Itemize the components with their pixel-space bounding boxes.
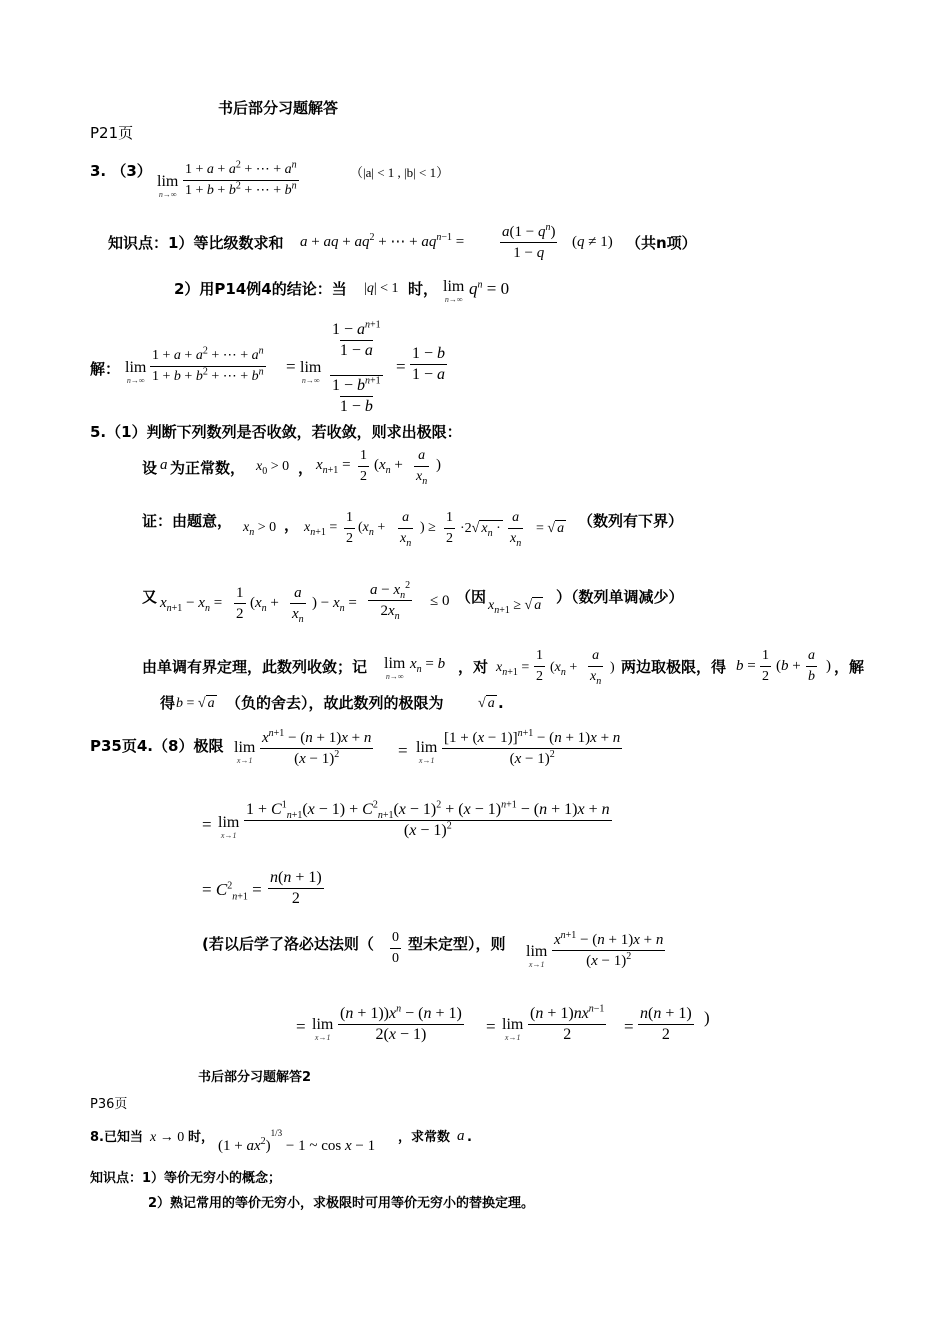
n-n1-over-2: $\frac{n(n + 1)}{2}$ — [270, 869, 322, 907]
xn-positive: $x_n > 0$ — [243, 520, 277, 538]
q8-knowledge2: 2）熟记常用的等价无穷小，求极限时可用等价无穷小的替换定理。 — [148, 1196, 535, 1211]
q5-title: 5.（1）判断下列数列是否收敛，若收敛，则求出极限： — [90, 423, 462, 441]
a-over-xn: $\frac{a}{x_n}$ — [510, 510, 522, 549]
proof-label: 证：由题意， — [142, 512, 233, 530]
difference-lhs: $x_{n+1} - x_n$ = — [160, 595, 223, 614]
conclusion1a: 由单调有界定理，此数列收敛；记 — [142, 658, 368, 676]
page-title: 书后部分习题解答 — [218, 99, 339, 117]
proof-ge: ) ≥ — [420, 520, 436, 535]
equals: = — [202, 815, 212, 834]
q3-point2-prefix: 2）用P14例4的结论：当 — [174, 280, 347, 298]
le-zero: ≤ 0 — [430, 593, 450, 609]
lower-bound-note: （数列有下界） — [578, 512, 684, 530]
half-fraction: $\frac{1}{2}$ — [444, 508, 455, 549]
lim-operator: lim x→1 — [502, 1016, 524, 1042]
recurrence-lhs: $x_{n+1}$ = — [316, 457, 351, 476]
q3-fraction: $\frac{1 + a + a^2 + \cdots + a^n}{1 + b + b^2 + \cdots + b^n}$ — [183, 160, 299, 201]
because-label: （因 — [456, 588, 487, 606]
paren-close: ) — [826, 658, 831, 674]
x-to-zero: x → 0 — [150, 1130, 185, 1145]
sqrt-a: = √ a — [536, 521, 565, 536]
var-a: a — [160, 457, 168, 473]
lhopital-a: (若以后学了洛必达法则（ — [202, 935, 374, 953]
q3-knowledge-label: 知识点：1）等比级数求和 — [108, 234, 284, 252]
paren-close: ) — [704, 1008, 710, 1027]
x0-positive: $x_0 > 0$ — [256, 459, 290, 477]
q5-setup-c: ， — [298, 459, 314, 477]
section-title-2: 书后部分习题解答2 — [198, 1070, 312, 1085]
q3-point2-mid: 时， — [408, 280, 439, 298]
var-a: a — [457, 1128, 465, 1144]
proof-paren: ($x_n$ + — [358, 520, 386, 538]
q5-setup-b: 为正常数， — [170, 459, 246, 477]
q8-knowledge1: 知识点：1）等价无穷小的概念； — [90, 1171, 282, 1186]
q8-end: . — [467, 1130, 472, 1145]
also-label: 又 — [142, 588, 158, 606]
geometric-sum: a + aq + $aq^2$ + ⋯ + $aq^{n-1}$ = — [300, 232, 465, 250]
equals: = — [486, 1017, 496, 1036]
page-ref-p21: P21页 — [90, 124, 134, 142]
lim-operator: lim x→1 — [416, 739, 438, 765]
difference-mid: ($x_n$ + — [250, 595, 279, 614]
b-sqrt-a: b = √ a — [176, 696, 215, 711]
half-fraction: $\frac{1}{2}$ — [760, 646, 771, 687]
p35-label: P35页4.（8）极限 — [90, 737, 224, 755]
equals: = — [296, 1017, 306, 1036]
a-over-xn: $\frac{a}{x_n}$ — [590, 648, 602, 687]
limit-sqrt-a: √ a — [478, 696, 495, 711]
q3-condition: （|a| < 1 , |b| < 1） — [350, 165, 450, 180]
zero-over-zero: $\frac{0}{0}$ — [390, 928, 401, 969]
xn-ge-sqrt-a: $x_{n+1}$ ≥ √ a — [488, 598, 542, 616]
equals: = — [624, 1017, 634, 1036]
recurrence-rhs: ($x_n$ + — [374, 457, 403, 476]
limit-b: $x_n = b$ — [410, 656, 446, 675]
half-fraction: $\frac{1}{2}$ — [534, 646, 545, 687]
p35-fraction: $\frac{x^{n+1} - (n + 1)x + n}{(x - 1)^2}$ — [262, 728, 372, 767]
lim-operator: lim x→1 — [234, 739, 256, 765]
difference-fraction: $\frac{a - x_n^2}{2x_n}$ — [370, 580, 411, 622]
half-fraction: $\frac{1}{2}$ — [344, 508, 355, 549]
equals: = — [396, 357, 406, 376]
equals: = — [398, 741, 408, 760]
lim-operator: lim x→1 — [312, 1016, 334, 1042]
paren-close: ) — [436, 457, 441, 473]
q5-setup-a: 设 — [142, 459, 158, 477]
solution-label: 解： — [90, 360, 121, 378]
a-over-xn: $\frac{a}{x_n}$ — [292, 585, 304, 625]
lim-operator: lim x→1 — [526, 943, 548, 969]
binomial-expansion: $\frac{1 + C^1_{n+1}(x - 1) + C^2_{n+1}(x - 1)^2 + (x - 1)^{n+1} - (n + 1)x + n}{(x - 1)^2}$ — [246, 799, 610, 839]
compound-fraction: $1 - a^{n+1}$ 1 − a $1 - b^{n+1}$ 1 − b — [330, 320, 383, 431]
n-n1-over-2: $\frac{n(n + 1)}{2}$ — [640, 1005, 692, 1043]
half-fraction: $\frac{1}{2}$ — [236, 585, 244, 622]
lim-operator: lim n→∞ — [384, 655, 406, 681]
solution-fraction: $\frac{1 + a + a^2 + \cdots + a^n}{1 + b + b^2 + \cdots + b^n}$ — [150, 346, 266, 387]
conclusion2c: . — [498, 694, 504, 712]
lhopital-b: 型未定型），则 — [408, 935, 506, 953]
amgm-sqrt: ·2√ $x_n$ · — [460, 521, 501, 539]
lim-operator: lim x→1 — [218, 814, 240, 840]
equivalence-expression: $(1 + ax^2)^{1/3} - 1$ ~ cos x − 1 — [218, 1128, 376, 1154]
lim-operator: lim n→∞ — [157, 173, 179, 199]
a-over-xn: $\frac{a}{x_n}$ — [400, 510, 412, 549]
q3-label: 3. （3） — [90, 162, 152, 180]
conclusion1b: ，对 — [458, 658, 489, 676]
lim-operator: lim n→∞ — [125, 359, 147, 385]
page-ref-p36: P36页 — [90, 1097, 128, 1112]
a-over-xn: $\frac{a}{x_n}$ — [416, 448, 428, 487]
q-condition: (q ≠ 1) — [572, 234, 613, 250]
lhopital-fraction: $\frac{x^{n+1} - (n + 1)x + n}{(x - 1)^2}$ — [554, 930, 664, 969]
proof-comma: ， — [284, 516, 300, 534]
a-over-b: $\frac{a}{b}$ — [806, 646, 817, 687]
derivative1: $\frac{(n + 1))x^n - (n + 1)}{2(x - 1)}$ — [340, 1003, 462, 1043]
b-equation: b = — [736, 658, 756, 674]
conclusion2b: （负的舍去），故此数列的极限为 — [226, 694, 444, 712]
recurrence-lhs: $x_{n+1}$ = — [496, 660, 530, 678]
lim-operator: lim n→∞ — [300, 359, 322, 385]
p35-rewrite: $\frac{[1 + (x - 1)]^{n+1} - (n + 1)x + n}{(x - 1)^2}$ — [444, 728, 621, 767]
derivative2: $(n + 1)nx^{n-1}$ 2 — [530, 1003, 605, 1043]
lim-operator: lim n→∞ — [443, 278, 465, 304]
geometric-sum-fraction: $\frac{a(1 - q^n)}{1 - q}$ — [502, 222, 556, 261]
b-equation-rhs: (b + — [776, 658, 801, 674]
difference-minus: ) − $x_n$ = — [312, 595, 357, 614]
proof-lhs: $x_{n+1}$ = — [304, 520, 338, 538]
conclusion2a: 得 — [160, 694, 176, 712]
q8-prefix: 8.已知当 — [90, 1130, 143, 1145]
q-abs-condition: |q| < 1 — [364, 281, 399, 296]
conclusion1d: ，解 — [834, 658, 865, 676]
paren-close: ) — [610, 660, 615, 675]
q3-knowledge-tail: （共n项） — [626, 234, 697, 252]
equals: = — [286, 357, 296, 376]
q8-tail: ，求常数 — [398, 1130, 451, 1145]
result-fraction: $\frac{1 - b}{1 - a}$ — [412, 345, 446, 383]
combination-result: = $C^2_{n+1}$ = — [202, 880, 262, 903]
half-fraction: $\frac{1}{2}$ — [358, 446, 369, 487]
q8-mid: 时， — [188, 1130, 215, 1145]
q-power-limit: $q^n = 0$ — [469, 279, 510, 298]
conclusion1c: 两边取极限，得 — [621, 658, 727, 676]
decreasing-note: ）（数列单调减少） — [556, 588, 684, 606]
recurrence-rhs: ($x_n$ + — [550, 660, 578, 678]
